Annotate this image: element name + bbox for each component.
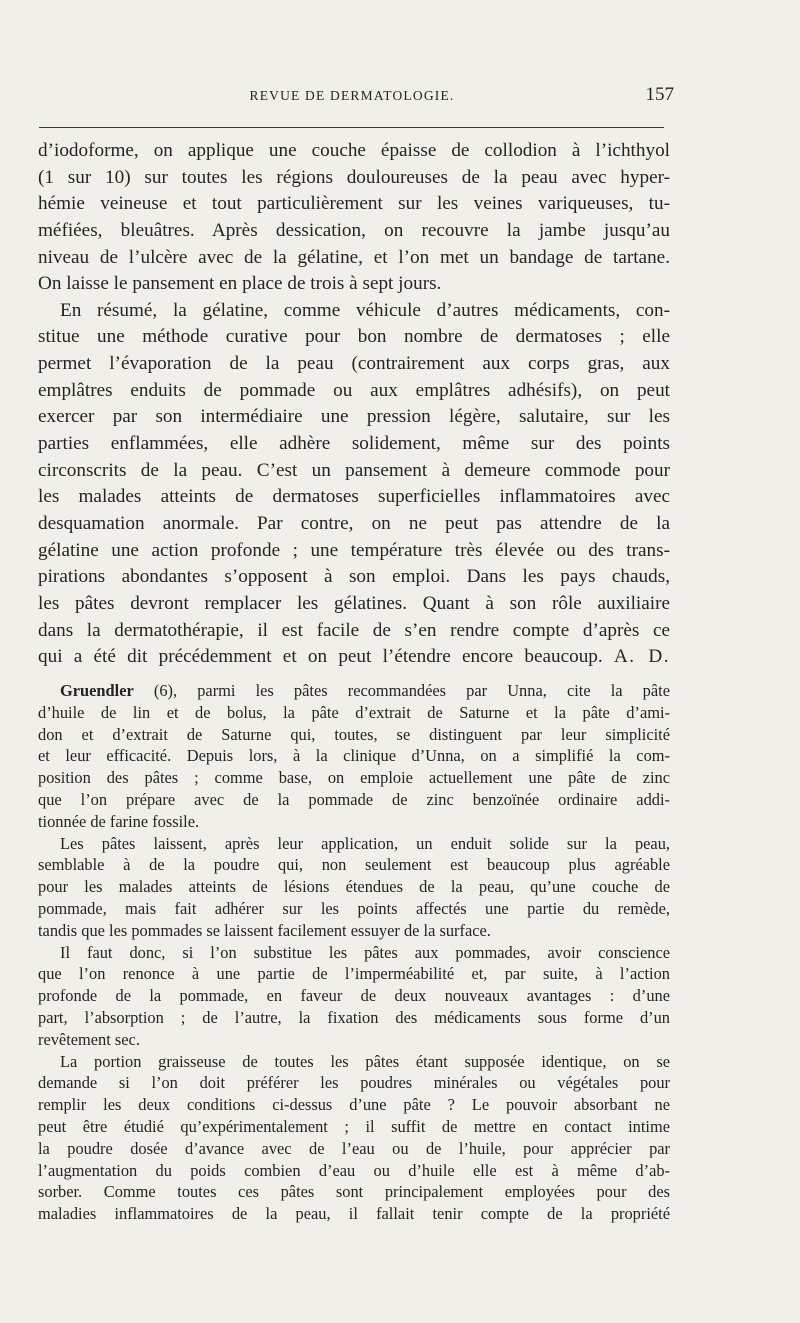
text-line: remplir les deux conditions ci-dessus d’une pâte ? Le pouvoir absorbant ne [38, 1095, 670, 1115]
text-line: On laisse le pansement en place de trois à sept jours. [38, 273, 442, 295]
text-line: (1 sur 10) sur toutes les régions douloureuses de la peau avec hyper- [38, 166, 670, 188]
text-fragment: (6), parmi les pâtes recommandées par Unna, cite la pâte [153, 681, 670, 700]
text-line: sorber. Comme toutes ces pâtes sont principalement employées pour des [38, 1182, 670, 1202]
text-line: profonde de la pommade, en faveur de deux nouveaux avantages : d’une [38, 986, 670, 1006]
text-line: don et d’extrait de Saturne qui, toutes, se distinguent par leur simplicité [38, 724, 670, 744]
text-line: pirations abondantes s’opposent à son emploi. Dans les pays chauds, [38, 566, 670, 588]
text-line: pommade, mais fait adhérer sur les points affectés une partie du remède, [38, 898, 670, 918]
text-line: peut être étudié qu’expérimentalement ; il suffit de mettre en contact intime [38, 1116, 670, 1136]
page-number: 157 [645, 84, 674, 105]
text-line: emplâtres enduits de pommade ou aux emplâtres adhésifs), on peut [38, 379, 670, 401]
text-line: dans la dermatothérapie, il est facile de s’en rendre compte d’après ce [38, 619, 670, 641]
text-line: maladies inflammatoires de la peau, il fallait tenir compte de la propriété [38, 1204, 670, 1224]
text-line: desquamation anormale. Par contre, on ne peut pas attendre de la [38, 512, 670, 534]
text-line: tandis que les pommades se laissent facilement essuyer de la surface. [38, 920, 491, 940]
running-head [34, 84, 674, 114]
text-line: En résumé, la gélatine, comme véhicule d’autres médicaments, con- [60, 299, 670, 321]
text-line: d’iodoforme, on applique une couche épaisse de collodion à l’ichthyol [38, 140, 670, 161]
header-rule [39, 127, 664, 128]
text-line: et leur efficacité. Depuis lors, à la clinique d’Unna, on a simplifié la com- [38, 746, 670, 766]
text-line: pour les malades atteints de lésions étendues de la peau, qu’une couche de [38, 877, 670, 897]
text-line-author [38, 680, 670, 702]
text-line: l’augmentation du poids combien d’eau ou d’huile elle est à même d’ab- [38, 1160, 670, 1180]
text-line: parties enflammées, elle adhère solidement, même sur des points [38, 433, 670, 455]
text-line: permet l’évaporation de la peau (contrairement aux corps gras, aux [38, 353, 670, 375]
text-line: Les pâtes laissent, après leur application, un enduit solide sur la peau, [60, 833, 670, 853]
text-line: hémie veineuse et tout particulièrement sur les veines variqueuses, tu- [38, 193, 670, 215]
text-line: La portion graisseuse de toutes les pâtes étant supposée identique, on se [60, 1051, 670, 1071]
text-line: part, l’absorption ; de l’autre, la fixation des médicaments sous forme d’un [38, 1007, 670, 1027]
text-line: semblable à de la poudre qui, non seulement est beaucoup plus agréable [38, 855, 670, 875]
text-line: que l’on prépare avec de la pommade de zinc benzoïnée ordinaire addi- [38, 789, 670, 809]
text-line: exercer par son intermédiaire une pression légère, salutaire, sur les [38, 406, 670, 428]
text-line: niveau de l’ulcère avec de la gélatine, et l’on met un bandage de tartane. [38, 246, 670, 268]
running-title: REVUE DE DERMATOLOGIE. [249, 88, 455, 103]
section-2-text [38, 680, 670, 1225]
text-line: tionnée de farine fossile. [38, 811, 200, 831]
text-line: d’huile de lin et de bolus, la pâte d’extrait de Saturne et la pâte d’ami- [38, 702, 670, 722]
section-1-text [38, 138, 670, 671]
text-line: que l’on renonce à une partie de l’imperméabilité et, par suite, à l’action [38, 964, 670, 984]
author-signature: A. D. [613, 646, 671, 668]
text-fragment: qui a été dit précédemment et on peut l’étendre encore beaucoup. [38, 646, 603, 668]
text-line: revêtement sec. [38, 1029, 140, 1049]
text-line: gélatine une action profonde ; une température très élevée ou des trans- [38, 539, 670, 561]
text-line: les pâtes devront remplacer les gélatines. Quant à son rôle auxiliaire [38, 592, 670, 614]
author-name: Gruendler [60, 681, 134, 700]
text-line: Il faut donc, si l’on substitue les pâtes aux pommades, avoir conscience [60, 942, 670, 962]
text-line: position des pâtes ; comme base, on emploie actuellement une pâte de zinc [38, 768, 670, 788]
text-line: méfiées, bleuâtres. Après dessication, on recouvre la jambe jusqu’au [38, 219, 670, 241]
text-line: la poudre dosée d’avance avec de l’eau ou de l’huile, pour apprécier par [38, 1138, 670, 1158]
text-line: circonscrits de la peau. C’est un pansement à demeure commode pour [38, 459, 670, 481]
text-line: stitue une méthode curative pour bon nombre de dermatoses ; elle [38, 326, 670, 348]
text-line: les malades atteints de dermatoses superficielles inflammatoires avec [38, 486, 670, 508]
text-line: demande si l’on doit préférer les poudres minérales ou végétales pour [38, 1073, 670, 1093]
text-line-signed [38, 644, 670, 671]
